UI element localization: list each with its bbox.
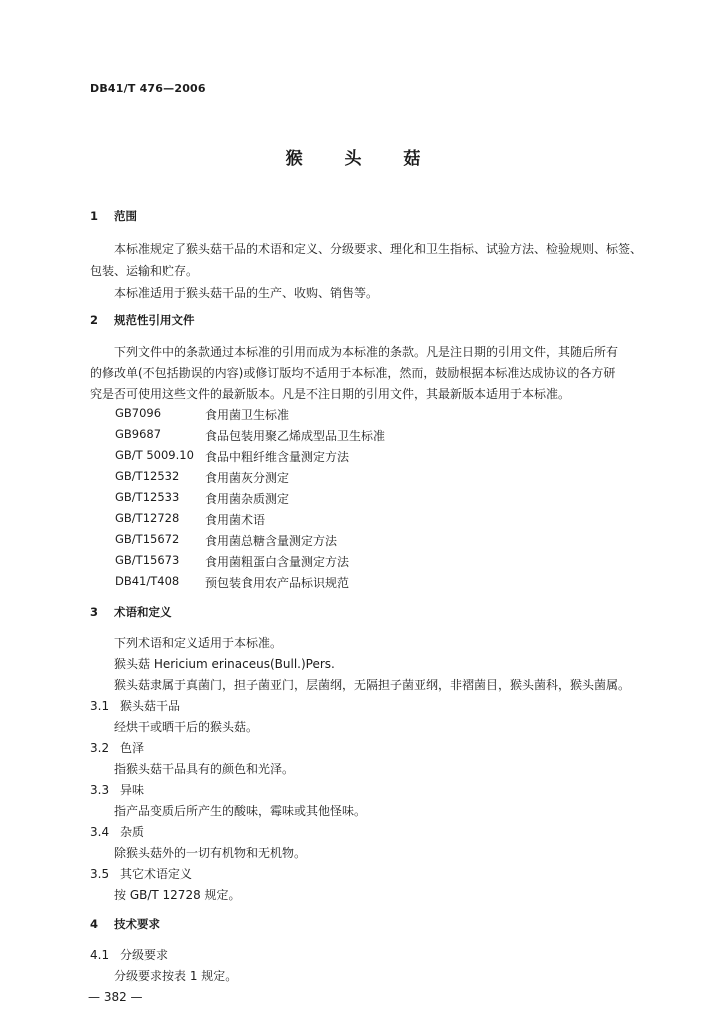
ref-title: 食用菌灰分测定 [205,471,290,485]
subsection-number: 4.1 [90,948,110,962]
paragraph-line: 究是否可使用这些文件的最新版本。凡是不注日期的引用文件，其最新版本适用于本标准。 [90,387,571,401]
ref-title: 食用菌术语 [205,513,266,527]
subsection-heading [90,946,168,963]
section-title: 技术要求 [114,917,160,931]
term-title: 色泽 [120,741,145,755]
standard-code: DB41/T 476—2006 [90,82,206,95]
paragraph-line: 本标准规定了猴头菇干品的术语和定义、分级要求、理化和卫生指标、试验方法、检验规则、标签、 [114,242,643,256]
term-title: 其它术语定义 [120,867,193,881]
section-number: 3 [90,605,99,619]
paragraph-line: 包装、运输和贮存。 [90,264,199,278]
term-number: 3.4 [90,825,110,839]
term-definition: 按 GB/T 12728 规定。 [114,888,241,902]
term-definition: 经烘干或晒干后的猴头菇。 [114,720,259,734]
term-title: 杂质 [120,825,145,839]
term-title: 异味 [120,783,145,797]
section-number: 2 [90,313,99,327]
term-number: 3.5 [90,867,110,881]
ref-code: GB/T12532 [115,469,180,483]
ref-title: 食用菌粗蛋白含量测定方法 [205,555,350,569]
term-definition: 指产品变质后所产生的酸味，霉味或其他怪味。 [114,804,367,818]
term-heading [90,781,144,798]
term-number: 3.2 [90,741,110,755]
paragraph-line: 下列术语和定义适用于本标准。 [114,636,283,650]
ref-code: GB/T12533 [115,490,180,504]
term-heading [90,697,180,714]
paragraph-line: 本标准适用于猴头菇干品的生产、收购、销售等。 [114,286,379,300]
term-heading [90,823,144,840]
ref-code: GB/T12728 [115,511,180,525]
section-4-heading [90,916,160,932]
ref-title: 食用菌卫生标准 [205,408,290,422]
ref-code: GB7096 [115,406,162,420]
term-heading [90,739,144,756]
subsection-title: 分级要求 [120,948,169,962]
species-name: 猴头菇 Hericium erinaceus(Bull.)Pers. [114,657,335,671]
term-number: 3.1 [90,699,110,713]
ref-code: DB41/T408 [115,574,180,588]
paragraph-line: 的修改单(不包括勘误的内容)或修订版均不适用于本标准，然而，鼓励根据本标准达成协议的各方研 [90,366,616,380]
section-title: 范围 [114,209,137,223]
term-title: 猴头菇干品 [120,699,181,713]
term-heading [90,865,192,882]
paragraph-line: 下列文件中的条款通过本标准的引用而成为本标准的条款。凡是注日期的引用文件，其随后所有 [114,345,619,359]
ref-title: 食用菌总糖含量测定方法 [205,534,338,548]
term-number: 3.3 [90,783,110,797]
ref-title: 食品中粗纤维含量测定方法 [205,450,350,464]
document-title: 猴 头 菇 [285,149,439,169]
page-number: — 382 — [88,990,143,1004]
section-title: 术语和定义 [114,605,172,619]
ref-title: 食品包装用聚乙烯成型品卫生标准 [205,429,386,443]
ref-title: 预包装食用农产品标识规范 [205,576,350,590]
ref-code: GB/T 5009.10 [115,448,194,462]
section-3-heading [90,604,172,620]
paragraph-line: 猴头菇隶属于真菌门，担子菌亚门，层菌纲，无隔担子菌亚纲，非褶菌目，猴头菌科，猴头菌属。 [114,678,631,692]
section-2-heading [90,312,195,328]
subsection-text: 分级要求按表 1 规定。 [114,969,238,983]
section-number: 4 [90,917,99,931]
section-title: 规范性引用文件 [114,313,195,327]
ref-code: GB/T15672 [115,532,180,546]
ref-code: GB9687 [115,427,162,441]
ref-code: GB/T15673 [115,553,180,567]
section-1-heading [90,208,137,224]
ref-title: 食用菌杂质测定 [205,492,290,506]
term-definition: 除猴头菇外的一切有机物和无机物。 [114,846,307,860]
term-definition: 指猴头菇干品具有的颜色和光泽。 [114,762,295,776]
section-number: 1 [90,209,99,223]
